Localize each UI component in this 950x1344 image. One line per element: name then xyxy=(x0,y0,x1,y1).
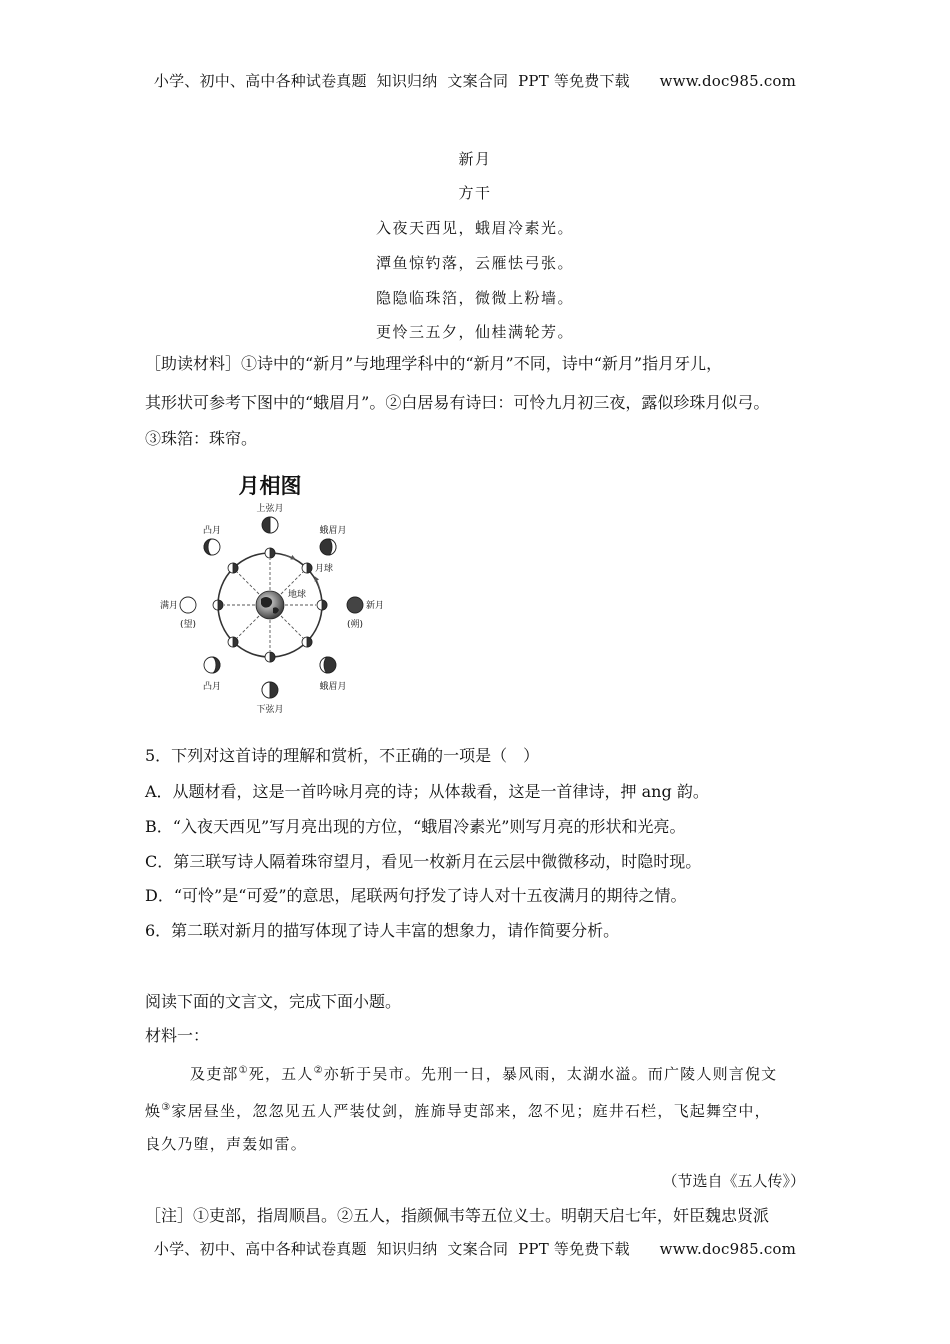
classical-text-line: 良久乃堕，声轰如雷。 xyxy=(145,1135,308,1153)
notes-line: ［助读材料］①诗中的“新月”与地理学科中的“新月”不同，诗中“新月”指月牙儿， xyxy=(145,354,723,373)
new-moon-icon xyxy=(347,597,363,613)
page-footer: 小学、初中、高中各种试卷真题 知识归纳 文案合同 PPT 等免费下载 www.doc985.com xyxy=(153,1240,797,1258)
label-full-moon: 满月 xyxy=(159,601,179,611)
poem-line: 更怜三五夕，仙桂满轮芳。 xyxy=(375,323,574,341)
option-b: B．“入夜天西见”写月亮出现的方位，“蛾眉冷素光”则写月亮的形状和光亮。 xyxy=(145,817,686,836)
label-new-moon: 新月 xyxy=(365,601,385,611)
orbit-moon-icon xyxy=(317,600,327,610)
orbit-moon-icon xyxy=(213,600,223,610)
diagram-title: 月相图 xyxy=(238,474,302,498)
label-crescent-upper: 蛾眉月 xyxy=(319,526,347,536)
label-last-quarter: 下弦月 xyxy=(256,705,284,715)
option-d: D．“可怜”是“可爱”的意思，尾联两句抒发了诗人对十五夜满月的期待之情。 xyxy=(145,886,687,905)
option-a: A．从题材看，这是一首吟咏月亮的诗；从体裁看，这是一首律诗，押 ang 韵。 xyxy=(145,782,709,801)
orbit-moon-icon xyxy=(228,563,238,573)
poem-line: 入夜天西见，蛾眉冷素光。 xyxy=(375,219,574,237)
label-full-moon-sub: (望) xyxy=(179,620,197,630)
poem-author: 方干 xyxy=(458,184,492,202)
source-citation: （节选自《五人传》） xyxy=(662,1172,805,1190)
classical-text-line: 焕③家居昼坐，忽忽见五人严装仗剑，旌旆导吏部来，忽不见；庭井石栏，飞起舞空中， xyxy=(145,1102,771,1120)
notes-line: 其形状可参考下图中的“蛾眉月”。②白居易有诗曰：可怜九月初三夜，露似珍珠月似弓。 xyxy=(145,393,770,412)
label-new-moon-sub: (朔) xyxy=(346,620,364,630)
label-crescent-lower: 蛾眉月 xyxy=(319,682,347,692)
poem-line: 潭鱼惊钓落，云雁怯弓张。 xyxy=(375,254,574,272)
last-quarter-moon-icon xyxy=(262,682,278,698)
orbit-moon-icon xyxy=(228,637,238,647)
moon-phase-diagram xyxy=(155,465,385,720)
gibbous-moon-icon xyxy=(204,539,220,555)
label-first-quarter: 上弦月 xyxy=(256,504,284,514)
orbit-moon-icon xyxy=(302,637,312,647)
earth-label: 地球 xyxy=(288,590,307,600)
page-header: 小学、初中、高中各种试卷真题 知识归纳 文案合同 PPT 等免费下载 www.doc985.com xyxy=(153,72,797,90)
poem-line: 隐隐临珠箔，微微上粉墙。 xyxy=(375,289,574,307)
annotation-note: ［注］①吏部，指周顺昌。②五人，指颜佩韦等五位义士。明朝天启七年，奸臣魏忠贤派 xyxy=(145,1206,770,1225)
question-5: 5．下列对这首诗的理解和赏析，不正确的一项是（ ） xyxy=(145,746,540,765)
material-label: 材料一： xyxy=(145,1026,210,1045)
moon-label: 月球 xyxy=(315,564,334,574)
gibbous-moon-icon xyxy=(204,657,220,673)
orbit-moon-icon xyxy=(265,652,275,662)
first-quarter-moon-icon xyxy=(262,517,278,533)
reading-intro: 阅读下面的文言文，完成下面小题。 xyxy=(145,992,402,1011)
notes-line: ③珠箔：珠帘。 xyxy=(145,429,258,448)
orbit-moon-icon xyxy=(265,548,275,558)
label-gibbous-lower: 凸月 xyxy=(202,682,222,692)
crescent-moon-icon xyxy=(320,539,336,555)
label-gibbous-upper: 凸月 xyxy=(202,526,222,536)
classical-text-line: 及吏部①死，五人②亦斩于吴市。先刑一日，暴风雨，太湖水溢。而广陵人则言倪文 xyxy=(190,1065,778,1083)
poem-title: 新月 xyxy=(458,150,492,168)
orbit-moon-icon xyxy=(302,563,312,573)
full-moon-icon xyxy=(180,597,196,613)
question-6: 6．第二联对新月的描写体现了诗人丰富的想象力，请作简要分析。 xyxy=(145,921,620,940)
option-c: C．第三联写诗人隔着珠帘望月，看见一枚新月在云层中微微移动，时隐时现。 xyxy=(145,852,702,871)
